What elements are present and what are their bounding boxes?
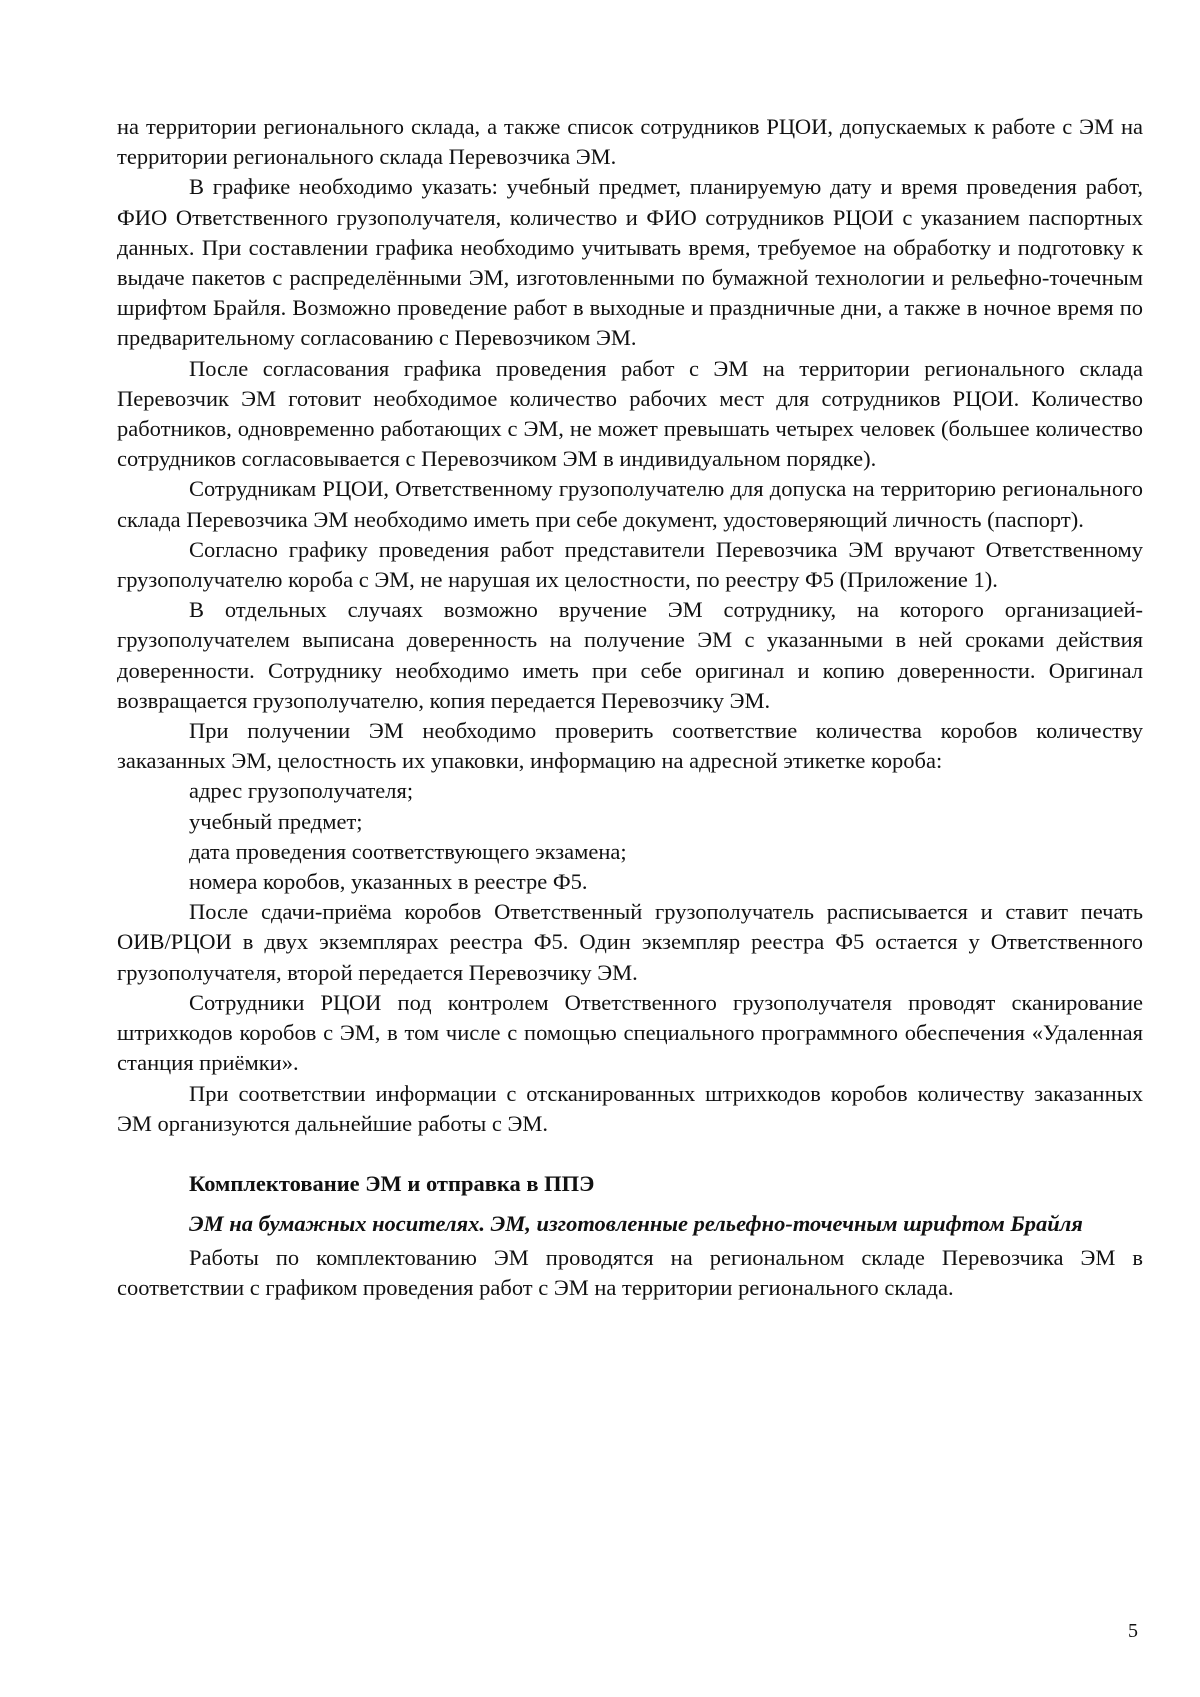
paragraph-box-check: При получении ЭМ необходимо проверить соответствие количества коробов количеству заказанных ЭМ, целостность их упаковки, информацию на адресной этикетке короба: <box>117 718 1143 774</box>
paragraph-signing: После сдачи-приёма коробов Ответственный грузополучатель расписывается и ставит печать ОИВ/РЦОИ в двух экземплярах реестра Ф5. Один экземпляр реестра Ф5 остается у Ответственного грузополучателя, второй передается Перевозчику ЭМ. <box>117 899 1143 985</box>
page-number: 5 <box>1128 1620 1138 1642</box>
subsection-heading: ЭМ на бумажных носителях. ЭМ, изготовленные рельефно-точечным шрифтом Брайля <box>189 1211 1083 1237</box>
list-item: дата проведения соответствующего экзамена; <box>189 838 627 864</box>
paragraph-schedule-contents: В графике необходимо указать: учебный предмет, планируемую дату и время проведения работ, ФИО Ответственного грузополучателя, количество и ФИО сотрудников РЦОИ с указанием паспортных данных. При составлении графика необходимо учитывать время, требуемое на обработку и подготовку к выдаче пакетов с распределёнными ЭМ, изготовленными по бумажной технологии и рельефно-точечным шрифтом Брайля. Возможно проведение работ в выходные и праздничные дни, а также в ночное время по предварительному согласованию с Перевозчиком ЭМ. <box>117 174 1143 351</box>
section-heading: Комплектование ЭМ и отправка в ППЭ <box>189 1170 595 1196</box>
paragraph-power-of-attorney: В отдельных случаях возможно вручение ЭМ сотруднику, на которого организацией-грузополучателем выписана доверенность на получение ЭМ с указанными в ней сроками действия доверенности. Сотруднику необходимо иметь при себе оригинал и копию доверенности. Оригинал возвращается грузополучателю, копия передается Перевозчику ЭМ. <box>117 597 1143 713</box>
label-info-list <box>117 776 1143 897</box>
paragraph-access-documents: Сотрудникам РЦОИ, Ответственному грузополучателю для допуска на территорию регионального склада Перевозчика ЭМ необходимо иметь при себе документ, удостоверяющий личность (паспорт). <box>117 476 1143 532</box>
paragraph-handover-f5: Согласно графику проведения работ представители Перевозчика ЭМ вручают Ответственному грузополучателю короба с ЭМ, не нарушая их целостности, по реестру Ф5 (Приложение 1). <box>117 536 1143 593</box>
document-page <box>117 112 1143 1304</box>
paragraph-continuation: на территории регионального склада, а также список сотрудников РЦОИ, допускаемых к работе с ЭМ на территории регионального склада Перевозчика ЭМ. <box>117 114 1143 170</box>
paragraph-scanning: Сотрудники РЦОИ под контролем Ответственного грузополучателя проводят сканирование штрихкодов коробов с ЭМ, в том числе с помощью специального программного обеспечения «Удаленная станция приёмки». <box>117 989 1143 1076</box>
list-item: адрес грузополучателя; <box>189 778 414 804</box>
paragraph-packing-works: Работы по комплектованию ЭМ проводятся на региональном складе Перевозчика ЭМ в соответствии с графиком проведения работ с ЭМ на территории регионального склада. <box>117 1245 1143 1301</box>
list-item: учебный предмет; <box>189 808 363 834</box>
list-item: номера коробов, указанных в реестре Ф5. <box>189 869 588 895</box>
paragraph-workplaces: После согласования графика проведения работ с ЭМ на территории регионального склада Перевозчик ЭМ готовит необходимое количество рабочих мест для сотрудников РЦОИ. Количество работников, одновременно работающих с ЭМ, не может превышать четырех человек (большее количество сотрудников согласовывается с Перевозчиком ЭМ в индивидуальном порядке). <box>117 355 1143 472</box>
paragraph-further-work: При соответствии информации с отсканированных штрихкодов коробов количеству заказанных ЭМ организуются дальнейшие работы с ЭМ. <box>117 1080 1143 1136</box>
